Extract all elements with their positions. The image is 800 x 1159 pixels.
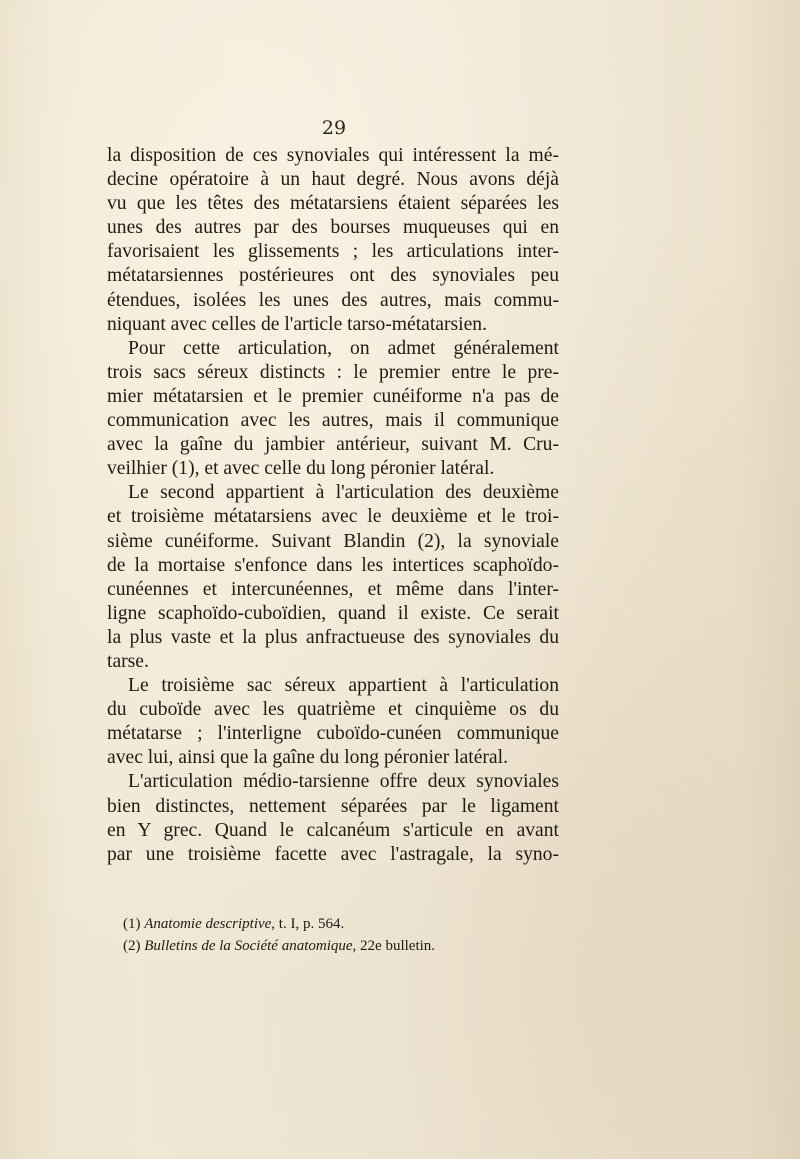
text-line: communication avec les autres, mais il communique [107, 410, 559, 432]
paragraph-start: Le second appartient à l'articulation des deuxième [128, 482, 559, 504]
text-line: tarse. [107, 650, 149, 672]
footnote [123, 935, 543, 957]
text-line: la plus vaste et la plus anfractueuse des synoviales du [107, 626, 559, 648]
text-line: métatarsiennes postérieures ont des synoviales peu [107, 265, 559, 287]
text-line: avec la gaîne du jambier antérieur, suivant M. Cru- [107, 434, 559, 456]
footnotes [123, 913, 543, 957]
text-line: cunéennes et intercunéennes, et même dans l'inter- [107, 578, 559, 600]
text-line: étendues, isolées les unes des autres, mais commu- [107, 289, 559, 311]
text-line: sième cunéiforme. Suivant Blandin (2), la synoviale [107, 530, 559, 552]
paragraph-start: Pour cette articulation, on admet généralement [128, 337, 559, 359]
text-line: métatarse ; l'interligne cuboïdo-cunéen communique [107, 723, 559, 745]
text-line: veilhier (1), et avec celle du long péronier latéral. [107, 458, 495, 480]
text-line: de la mortaise s'enfonce dans les intertices scaphoïdo- [107, 554, 559, 576]
body-text [107, 144, 559, 867]
text-line: la disposition de ces synoviales qui intéressent la mé- [107, 145, 559, 166]
footnote-reference: , t. I, p. 564. [271, 916, 345, 932]
text-line: bien distinctes, nettement séparées par le ligament [107, 795, 559, 817]
footnote [123, 913, 543, 935]
paragraph-start: Le troisième sac séreux appartient à l'articulation [128, 675, 559, 697]
footnote-work-title: Bulletins de la Société anatomique [144, 938, 353, 954]
text-line: du cuboïde avec les quatrième et cinquième os du [107, 699, 559, 721]
text-line: decine opératoire à un haut degré. Nous avons déjà [107, 169, 559, 191]
text-line: avec lui, ainsi que la gaîne du long péronier latéral. [107, 747, 508, 769]
text-line: vu que les têtes des métatarsiens étaient séparées les [107, 193, 559, 215]
footnote-work-title: Anatomie descriptive [144, 916, 272, 932]
paragraph-start: L'articulation médio-tarsienne offre deux synoviales [128, 771, 559, 793]
text-line: niquant avec celles de l'article tarso-métatarsien. [107, 313, 487, 335]
text-line: par une troisième facette avec l'astragale, la syno- [107, 843, 559, 865]
text-line: mier métatarsien et le premier cunéiforme n'a pas de [107, 385, 559, 407]
footnote-reference: , 22e bulletin. [352, 938, 436, 954]
footnote-marker: (2) [123, 938, 141, 954]
text-line: ligne scaphoïdo-cuboïdien, quand il existe. Ce serait [107, 602, 559, 624]
footnote-marker: (1) [123, 916, 141, 932]
text-line: unes des autres par des bourses muqueuses qui en [107, 217, 559, 239]
text-line: en Y grec. Quand le calcanéum s'articule en avant [107, 819, 559, 841]
text-line: trois sacs séreux distincts : le premier entre le pre- [107, 361, 559, 383]
text-line: favorisaient les glissements ; les articulations inter- [107, 241, 559, 263]
page-number: 29 [321, 117, 347, 139]
text-line: et troisième métatarsiens avec le deuxième et le troi- [107, 506, 559, 528]
